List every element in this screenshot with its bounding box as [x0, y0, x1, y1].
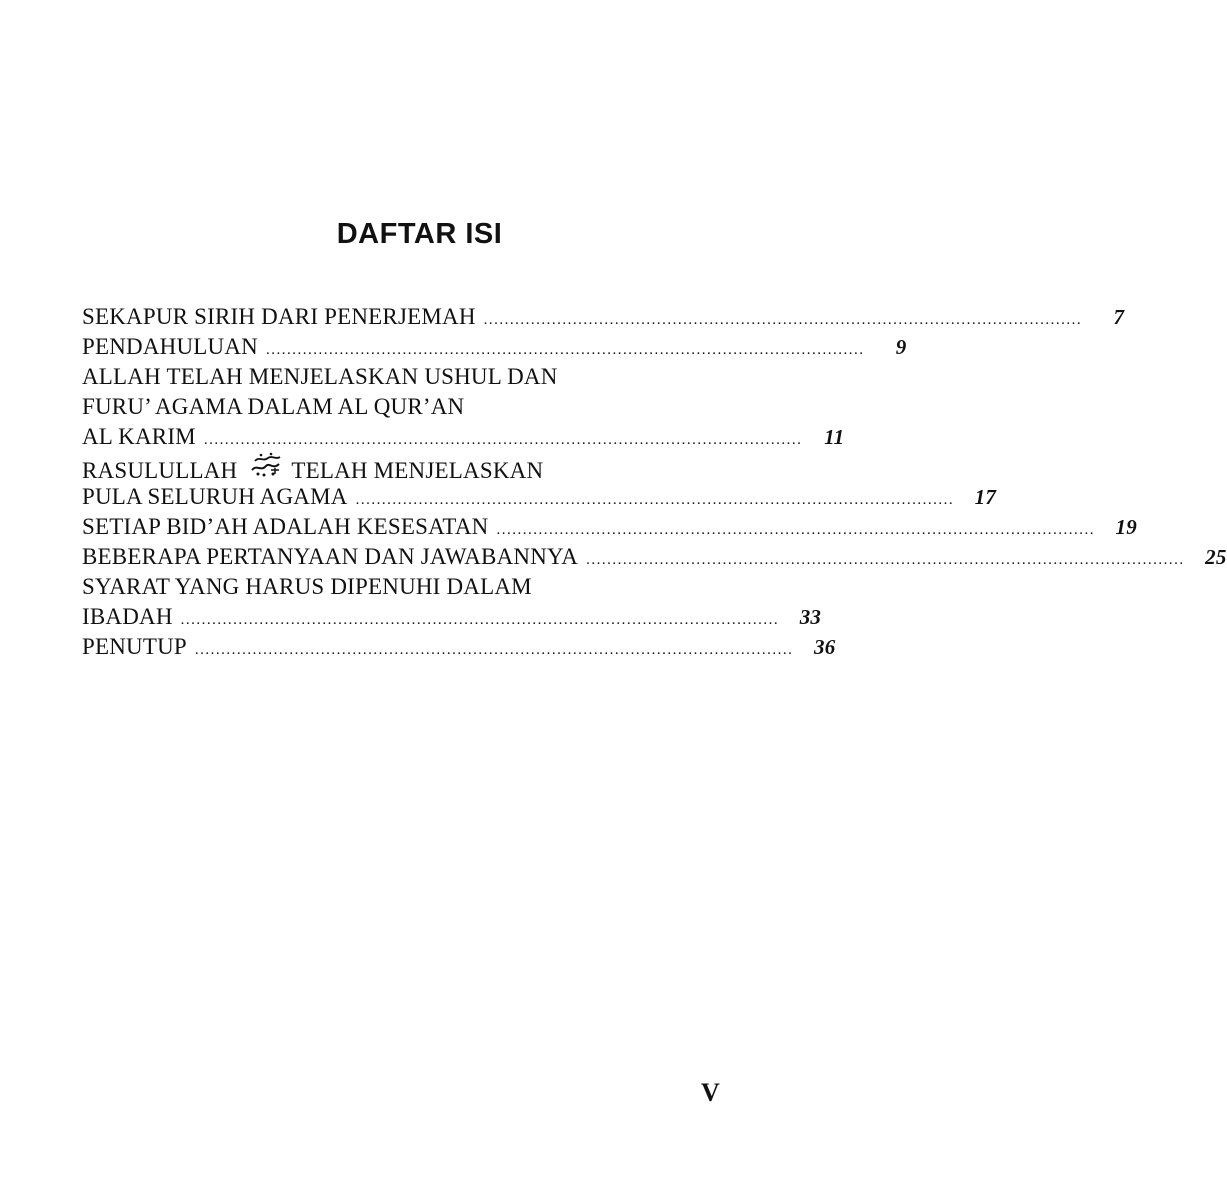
- toc-entry-title: SEKAPUR SIRIH DARI PENERJEMAH: [82, 304, 476, 329]
- toc-entry-line[interactable]: [82, 572, 722, 602]
- toc-entry-line[interactable]: [82, 362, 722, 392]
- toc-entry[interactable]: [82, 302, 1125, 332]
- toc-page-number: 19: [1115, 515, 1137, 539]
- dot-leader: ..................................................................................................................: [586, 552, 1185, 568]
- toc-page-number: 7: [1113, 305, 1125, 329]
- table-of-contents: [82, 302, 1227, 662]
- toc-entry[interactable]: [82, 512, 1137, 542]
- toc-entry-title: PULA SELURUH AGAMA: [82, 484, 348, 509]
- toc-entry[interactable]: [82, 632, 836, 662]
- dot-leader: ..................................................................................................................: [496, 522, 1095, 538]
- toc-page-number: 36: [814, 635, 836, 659]
- toc-entry-title: SYARAT YANG HARUS DIPENUHI DALAM: [82, 574, 532, 599]
- page-number: V: [701, 1078, 720, 1107]
- dot-leader: ..................................................................................................................: [483, 312, 1083, 328]
- toc-page-number: 11: [824, 425, 845, 449]
- toc-entry-title: PENDAHULUAN: [82, 334, 258, 359]
- toc-entry-title: ALLAH TELAH MENJELASKAN USHUL DAN: [82, 364, 558, 389]
- dot-leader: ..................................................................................................................: [203, 432, 803, 448]
- toc-entry-title: BEBERAPA PERTANYAAN DAN JAWABANNYA: [82, 544, 579, 569]
- toc-entry-title-part: RASULULLAH: [82, 458, 238, 483]
- toc-entry[interactable]: [82, 482, 997, 512]
- dot-leader: ..................................................................................................................: [194, 642, 794, 658]
- dot-leader: ..................................................................................................................: [265, 342, 865, 358]
- toc-entry-title: AL KARIM: [82, 424, 196, 449]
- toc-entry[interactable]: [82, 602, 822, 632]
- dot-leader: ..................................................................................................................: [355, 492, 955, 508]
- toc-page-number: 33: [799, 605, 822, 629]
- toc-entry[interactable]: [82, 422, 845, 452]
- toc-entry-title: IBADAH: [82, 604, 173, 629]
- toc-entry-title: SETIAP BID’AH ADALAH KESESATAN: [82, 514, 489, 539]
- toc-entry-title: PENUTUP: [82, 634, 187, 659]
- page-title: DAFTAR ISI: [336, 218, 503, 250]
- toc-entry-line[interactable]: [82, 452, 722, 482]
- toc-entry[interactable]: [82, 542, 1227, 572]
- toc-entry-title: FURU’ AGAMA DALAM AL QUR’AN: [82, 394, 465, 419]
- toc-entry-line[interactable]: [82, 392, 722, 422]
- toc-page-number: 17: [974, 485, 997, 509]
- dot-leader: ..................................................................................................................: [180, 612, 780, 628]
- toc-entry[interactable]: [82, 332, 907, 362]
- toc-page-number: 9: [895, 335, 907, 359]
- saw-calligraphy-icon: [249, 452, 283, 478]
- toc-page-number: 25: [1205, 545, 1227, 569]
- toc-entry-title-part: TELAH MENJELASKAN: [291, 458, 544, 483]
